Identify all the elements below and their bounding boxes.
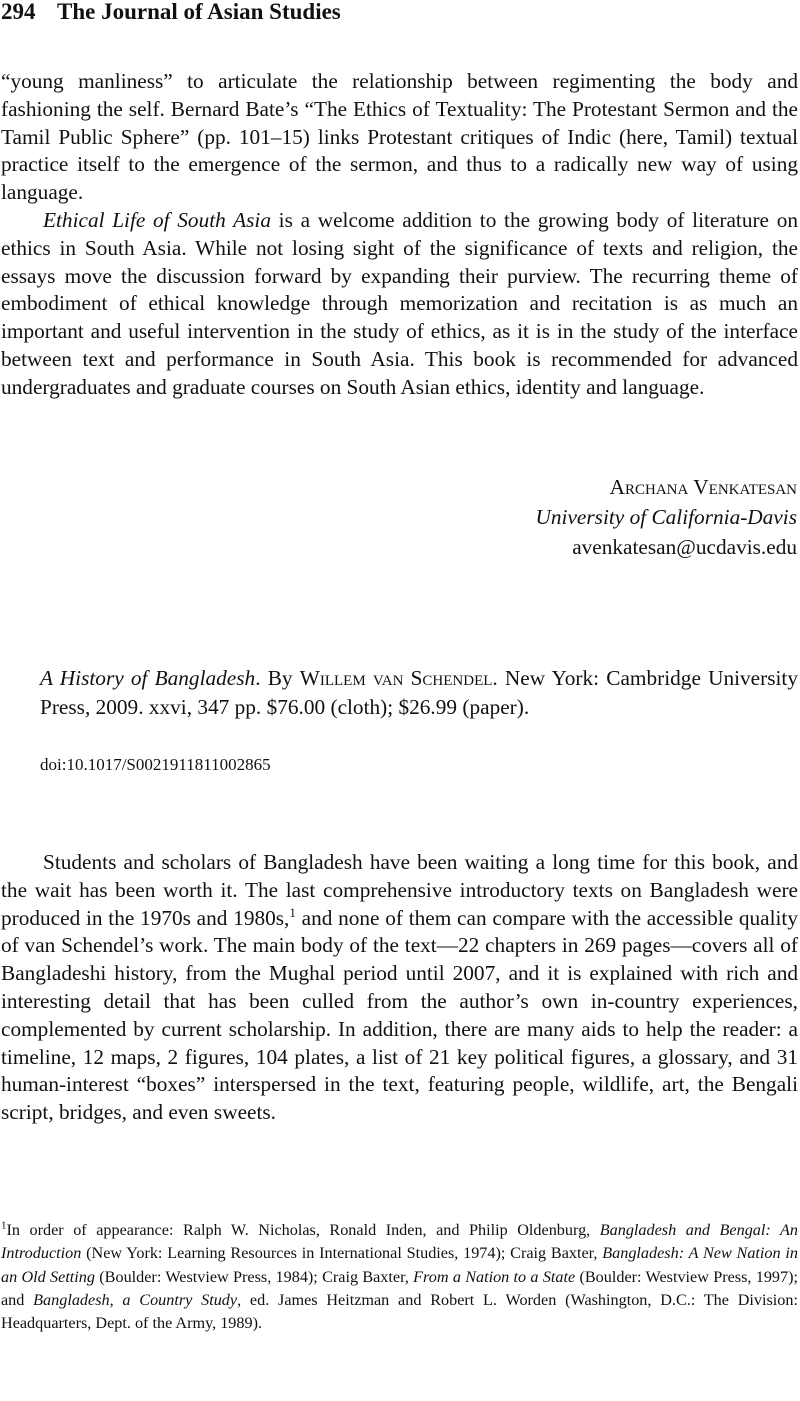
reviewer-affiliation [536,502,797,532]
reviewer-email: avenkatesan@ucdavis.edu [572,535,797,559]
footnote-reference: 1 [289,904,296,920]
page-number: 294 [1,0,36,24]
footnote-title-3: From a Nation to a State [413,1267,576,1286]
citation-title: A History of Bangladesh [40,666,256,690]
review1-paragraph-2 [1,207,798,402]
citation-author: Willem van Schendel [299,666,493,690]
footnote-mark: 1 [1,1219,7,1232]
journal-title: The Journal of Asian Studies [57,0,341,24]
footnote-title-4: Bangladesh, a Country Study [33,1290,238,1309]
footnote-text-2: (New York: Learning Resources in International Studies, 1974); Craig Baxter, [81,1244,603,1263]
running-head [1,0,341,24]
citation-by: . By [255,666,300,690]
review1-paragraph-1: “young manliness” to articulate the relationship between regimenting the body and fashioning the self. Bernard Bate’s “The Ethics of Textuality: The Protestant Sermon and the Tamil Public Sphere” (pp. 101–15) links Protestant critiques of Indic (here, Tamil) textual practice itself to the emergence of the sermon, and thus to a radically new way of using language. [1,69,798,205]
footnote-text-3: (Boulder: Westview Press, 1984); Craig Baxter, [95,1267,414,1286]
reviewer-signature [536,472,797,562]
reviewer-affiliation-text: University of California-Davis [535,505,797,529]
citation-details: . New York: Cambridge University Press, 2009. xxvi, 347 pp. $76.00 (cloth); $26.99 (paper). [40,666,798,719]
review-body [1,849,798,1127]
footnote [1,1219,798,1335]
footnote-text-4: (Boulder: Westview Press, 1997); and [1,1267,798,1309]
footnote-title-1: Bangladesh and Bengal: An Introduction [1,1221,798,1263]
citation-doi: doi:10.1017/S0021911811002865 [40,755,271,774]
review1-paragraph-2-text: is a welcome addition to the growing body of literature on ethics in South Asia. While not losing sight of the significance of texts and religion, the essays move the discussion forward by expanding their purview. The recurring theme of embodiment of ethical knowledge through memorization and recitation is as much an important and useful intervention in the study of ethics, as it is in the study of the interface between text and performance in South Asia. This book is recommended for advanced undergraduates and graduate courses on South Asian ethics, identity and language. [1,207,798,399]
review2-paragraph-1 [1,849,798,1127]
review-continuation [1,68,798,402]
review2-text-1: Students and scholars of Bangladesh have been waiting a long time for this book, and the wait has been worth it. The last comprehensive introductory texts on Bangladesh were produced in the 1970s and 1980s, [1,850,798,930]
footnote-text-5: , ed. James Heitzman and Robert L. Worden (Washington, D.C.: The Division: Headquarters, Dept. of the Army, 1989). [1,1290,798,1333]
review2-text-2: and none of them can compare with the accessible quality of van Schendel’s work. The main body of the text—22 chapters in 269 pages—covers all of Bangladeshi history, from the Mughal period until 2007, and it is explained with rich and interesting detail that has been culled from the author’s own in-country experiences, complemented by current scholarship. In addition, there are many aids to help the reader: a timeline, 12 maps, 2 figures, 104 plates, a list of 21 key political figures, a glossary, and 31 human-interest “boxes” interspersed in the text, featuring people, wildlife, art, the Bengali script, bridges, and even sweets. [1,905,798,1125]
book-citation [40,664,798,722]
footnote-text-1: In order of appearance: Ralph W. Nicholas, Ronald Inden, and Philip Oldenburg, [6,1221,600,1239]
footnote-title-2: Bangladesh: A New Nation in an Old Setting [1,1244,798,1286]
book-title-ethical-life: Ethical Life of South Asia [43,207,271,232]
reviewer-name: Archana Venkatesan [609,475,797,499]
